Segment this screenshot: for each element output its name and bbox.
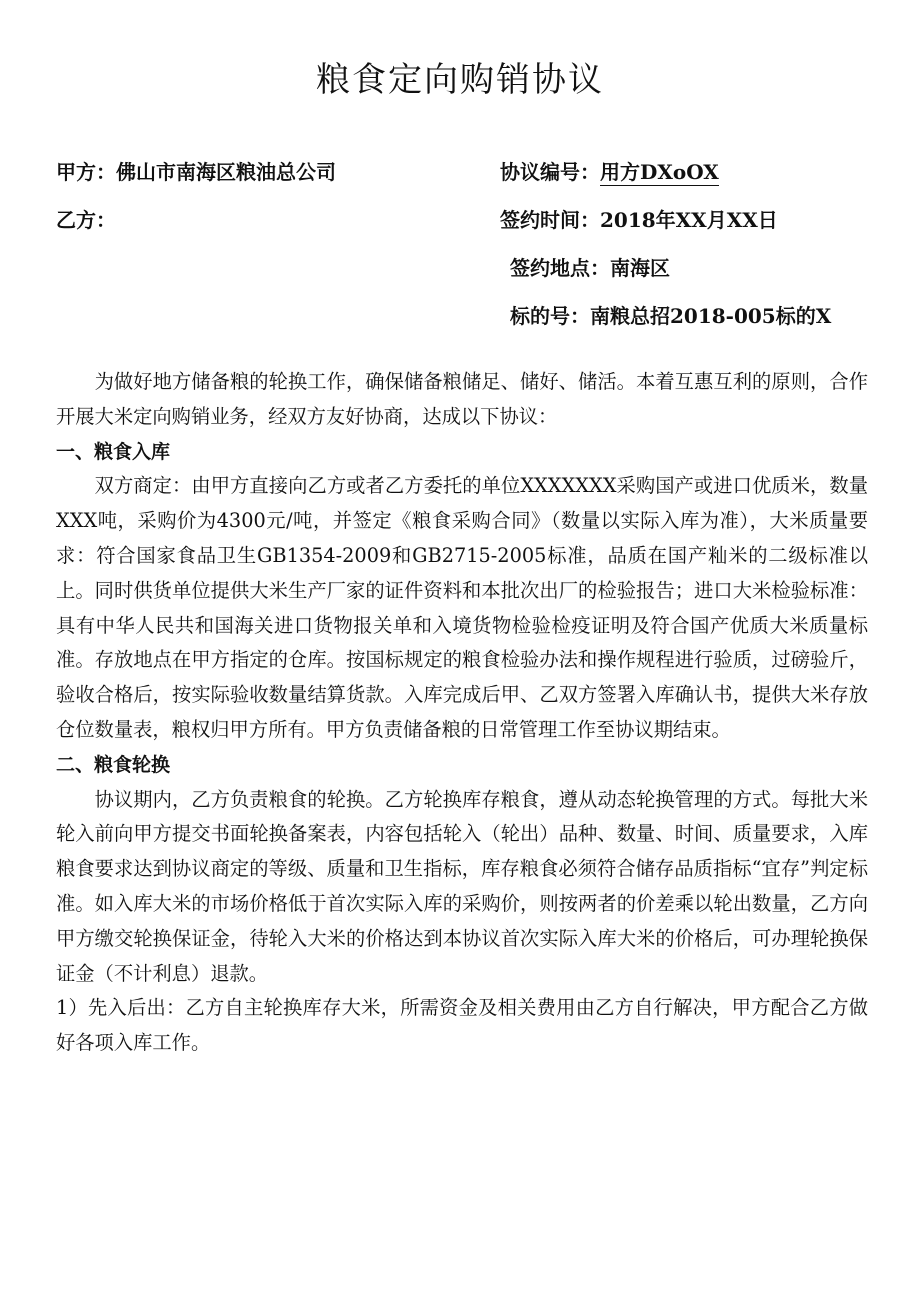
document-body bbox=[56, 365, 868, 1061]
sign-time bbox=[500, 206, 778, 234]
intro-paragraph: 为做好地方储备粮的轮换工作，确保储备粮储足、储好、储活。本着互惠互利的原则，合作开展大米定向购销业务，经双方友好协商，达成以下协议： bbox=[56, 370, 868, 428]
bid-number bbox=[510, 302, 831, 330]
party-a-value: 佛山市南海区粮油总公司 bbox=[116, 160, 336, 184]
sign-time-value: 2018年XX月XX日 bbox=[600, 208, 778, 232]
bid-number-label: 标的号： bbox=[510, 304, 590, 328]
agreement-number bbox=[500, 158, 719, 186]
document-title: 粮食定向购销协议 bbox=[316, 60, 604, 100]
party-a-label: 甲方： bbox=[56, 160, 116, 184]
sign-place-value: 南海区 bbox=[610, 256, 670, 280]
bid-number-value: 南粮总招2018-005标的X bbox=[590, 304, 832, 328]
sign-time-label: 签约时间： bbox=[500, 208, 600, 232]
section-2-paragraph: 协议期内，乙方负责粮食的轮换。乙方轮换库存粮食，遵从动态轮换管理的方式。每批大米轮入前向甲方提交书面轮换备案表，内容包括轮入（轮出）品种、数量、时间、质量要求，入库粮食要求达到协议商定的等级、质量和卫生指标，库存粮食必须符合储存品质指标“宜存”判定标准。如入库大米的市场价格低于首次实际入库的采购价，则按两者的价差乘以轮出数量，乙方向甲方缴交轮换保证金，待轮入大米的价格达到本协议首次实际入库大米的价格后，可办理轮换保证金（不计利息）退款。 bbox=[56, 787, 868, 985]
party-b-label: 乙方： bbox=[56, 208, 116, 232]
agreement-number-label: 协议编号： bbox=[500, 160, 600, 184]
section-2-item-1: 1）先入后出：乙方自主轮换库存大米，所需资金及相关费用由乙方自行解决，甲方配合乙方做好各项入库工作。 bbox=[56, 996, 868, 1055]
sign-place-label: 签约地点： bbox=[510, 256, 610, 280]
agreement-number-value: 用方DXoOX bbox=[600, 160, 719, 184]
section-1-heading: 一、粮食入库 bbox=[56, 440, 171, 463]
party-b bbox=[56, 206, 116, 234]
section-1-paragraph: 双方商定：由甲方直接向乙方或者乙方委托的单位XXXXXXX采购国产或进口优质米，数量XXX吨，采购价为4300元/吨，并签定《粮食采购合同》（数量以实际入库为准），大米质量要求：符合国家食品卫生GB1354-2009和GB2715-2005标准，品质在国产籼米的二级标准以上。同时供货单位提供大米生产厂家的证件资料和本批次出厂的检验报告；进口大米检验标准：具有中华人民共和国海关进口货物报关单和入境货物检验检疫证明及符合国产优质大米质量标准。存放地点在甲方指定的仓库。按国标规定的粮食检验办法和操作规程进行验质，过磅验斤，验收合格后，按实际验收数量结算货款。入库完成后甲、乙双方签署入库确认书，提供大米存放仓位数量表，粮权归甲方所有。甲方负责储备粮的日常管理工作至协议期结束。 bbox=[56, 474, 868, 741]
section-2-heading: 二、粮食轮换 bbox=[56, 753, 171, 776]
sign-place bbox=[510, 254, 670, 282]
party-a bbox=[56, 158, 336, 186]
